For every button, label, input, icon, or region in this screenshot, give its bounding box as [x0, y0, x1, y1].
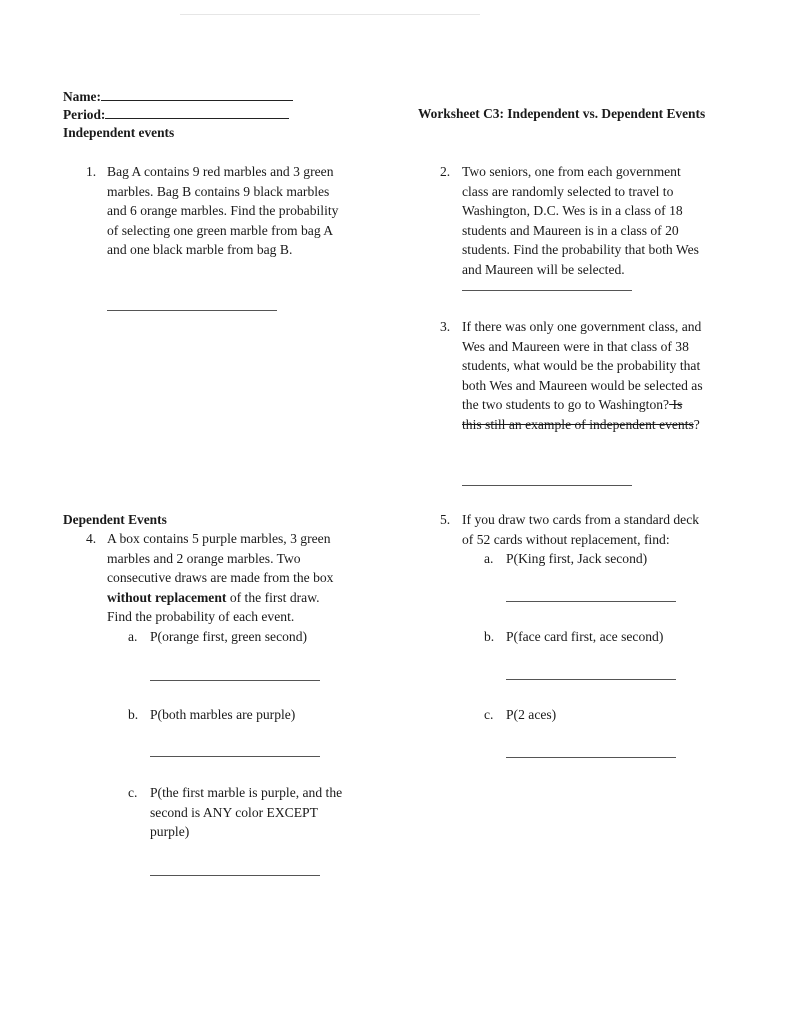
q4a-label: a.: [128, 629, 138, 644]
q4-emphasis: without replacement: [107, 589, 227, 605]
q4b-label: b.: [128, 707, 139, 722]
q4-line4-rest: of the first draw.: [226, 589, 320, 605]
q4c-line: second is ANY color EXCEPT: [150, 804, 318, 820]
q5-line: If you draw two cards from a standard deck: [462, 512, 700, 527]
q2-line: and Maureen will be selected.: [462, 261, 625, 277]
period-blank[interactable]: [105, 105, 289, 119]
independent-events-heading: Independent events: [63, 125, 175, 140]
q3-line: [462, 415, 703, 435]
q4b-text: P(both marbles are purple): [150, 707, 296, 722]
q5c-label: c.: [484, 707, 494, 722]
name-label: Name:: [63, 89, 101, 104]
q5-line: of 52 cards without replacement, find:: [462, 531, 670, 547]
q4b-answer-line[interactable]: [150, 756, 320, 757]
dependent-events-heading: Dependent Events: [63, 512, 167, 527]
worksheet-title: Worksheet C3: Independent vs. Dependent Events: [418, 106, 706, 121]
q3-number: 3.: [440, 319, 451, 334]
q4-line: consecutive draws are made from the box: [107, 570, 334, 585]
q1-text: [107, 162, 338, 260]
q3-text: [462, 317, 703, 434]
name-blank[interactable]: [101, 87, 293, 101]
q5a-answer-line[interactable]: [506, 601, 676, 602]
q5a-label: a.: [484, 551, 494, 566]
period-field[interactable]: [63, 105, 289, 124]
q3-answer-line[interactable]: [462, 485, 632, 486]
q4-line: marbles and 2 orange marbles. Two: [107, 550, 301, 566]
q3-struck-text: Is: [669, 397, 683, 412]
q2-line: class are randomly selected to travel to: [462, 183, 674, 199]
q3-line: [462, 395, 703, 415]
name-field[interactable]: [63, 87, 293, 106]
q4a-text: P(orange first, green second): [150, 629, 308, 644]
q4c-label: c.: [128, 785, 138, 800]
q4c-text: [150, 783, 342, 842]
q5b-text: P(face card first, ace second): [506, 629, 664, 644]
q4-line: Find the probability of each event.: [107, 609, 295, 624]
q4-text: [107, 529, 333, 627]
q5c-answer-line[interactable]: [506, 757, 676, 758]
q3-line: both Wes and Maureen would be selected as: [462, 377, 703, 393]
q2-line: students and Maureen is in a class of 20: [462, 222, 679, 238]
q1-number: 1.: [86, 164, 97, 179]
q2-line: Two seniors, one from each government: [462, 164, 681, 179]
q1-line: marbles. Bag B contains 9 black marbles: [107, 183, 330, 199]
q4-line: A box contains 5 purple marbles, 3 green: [107, 531, 331, 546]
q4-line: [107, 588, 333, 608]
q2-answer-line[interactable]: [462, 290, 632, 291]
q2-line: Washington, D.C. Wes is in a class of 18: [462, 203, 683, 218]
q5b-answer-line[interactable]: [506, 679, 676, 680]
q4c-line: P(the first marble is purple, and the: [150, 785, 343, 800]
q4a-answer-line[interactable]: [150, 680, 320, 681]
scan-artifact-line: [180, 14, 480, 15]
q3-line: If there was only one government class, and: [462, 319, 702, 334]
q3-line: students, what would be the probability that: [462, 358, 701, 373]
q4c-line: purple): [150, 824, 190, 839]
q5a-text: P(King first, Jack second): [506, 551, 648, 566]
period-label: Period:: [63, 107, 106, 122]
q1-answer-line[interactable]: [107, 310, 277, 311]
q1-line: and 6 orange marbles. Find the probability: [107, 203, 339, 218]
q1-line: of selecting one green marble from bag A: [107, 222, 334, 238]
q2-number: 2.: [440, 164, 451, 179]
q5-text: [462, 510, 699, 549]
q5c-text: P(2 aces): [506, 707, 557, 722]
q2-line: students. Find the probability that both Wes: [462, 242, 699, 257]
q2-text: [462, 162, 699, 279]
q1-line: Bag A contains 9 red marbles and 3 green: [107, 164, 334, 179]
q3-line: Wes and Maureen were in that class of 38: [462, 338, 689, 354]
q3-line5-text: the two students to go to Washington?: [462, 397, 670, 412]
q3-question-mark: ?: [693, 416, 700, 432]
q4c-answer-line[interactable]: [150, 875, 320, 876]
q5-number: 5.: [440, 512, 451, 527]
q4-number: 4.: [86, 531, 97, 546]
q5b-label: b.: [484, 629, 495, 644]
q1-line: and one black marble from bag B.: [107, 242, 293, 257]
q3-struck-text: this still an example of independent events: [462, 416, 694, 432]
